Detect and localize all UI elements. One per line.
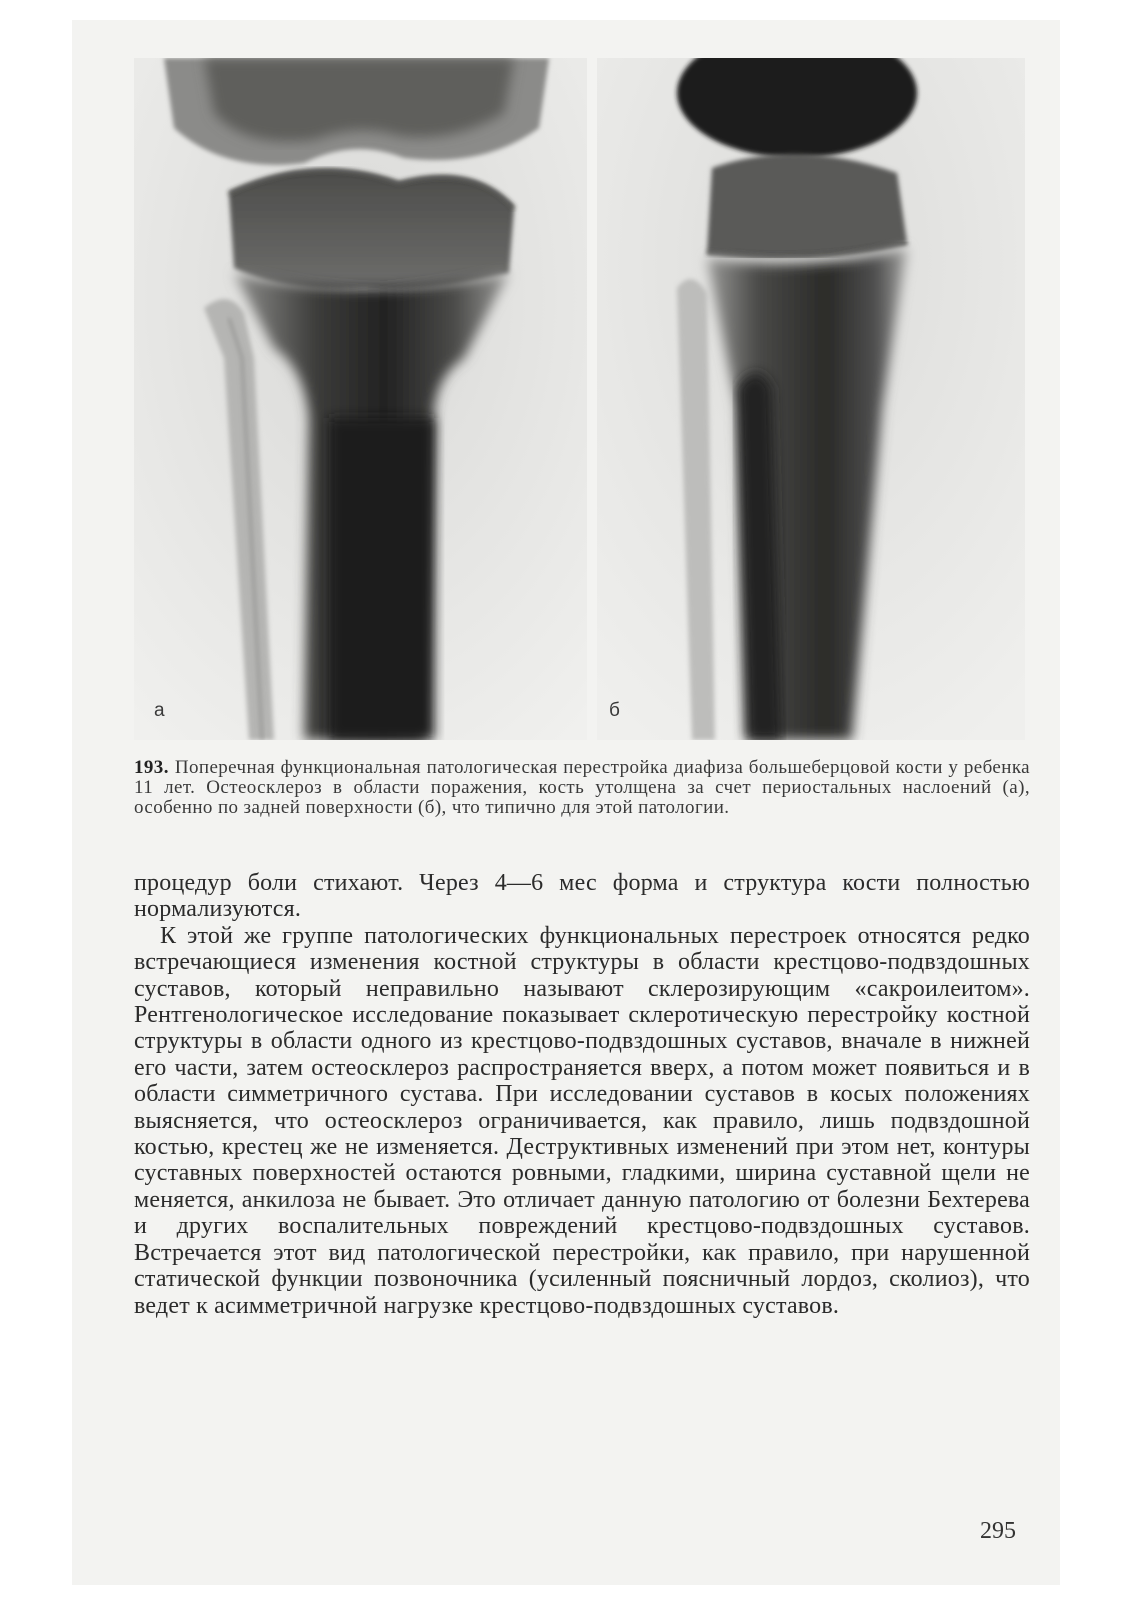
figure-caption-text: Поперечная функциональная патологическая перестройка диафиза большеберцовой кости у ребенка 11 лет. Остеосклероз в области поражения, кость утолщена за счет периостальных наслоений (а), особенно по задней поверхности (б), что типично для этой патологии. bbox=[134, 757, 1030, 818]
paragraph: К этой же группе патологических функциональных перестроек относятся редко встречающиеся изменения костной структуры в области крестцово-подвздошных суставов, который неправильно называют склерозирующим «сакроилеитом». Рентгенологическое исследование показывает склеротическую перестройку костной структуры в области одного из крестцово-подвздошных суставов, вначале в нижней его части, затем остеосклероз распространяется вверх, а потом может появиться и в области симметричного сустава. При исследовании суставов в косых положениях выясняется, что остеосклероз ограничивается, как правило, лишь подвздошной костью, крестец же не изменяется. Деструктивных изменений при этом нет, контуры суставных поверхностей остаются ровными, гладкими, ширина суставной щели не меняется, анкилоза не бывает. Это отличает данную патологию от болезни Бехтерева и других воспалительных повреждений крестцово-подвздошных суставов. Встречается этот вид патологической перестройки, как правило, при нарушенной статической функции позвоночника (усиленный поясничный лордоз, сколиоз), что ведет к асимметричной нагрузке крестцово-подвздошных суставов. bbox=[134, 922, 1030, 1319]
book-page bbox=[72, 20, 1060, 1585]
panel-label-a: а bbox=[154, 700, 165, 721]
figure-number: 193. bbox=[134, 757, 169, 778]
paragraph: процедур боли стихают. Через 4—6 мес форма и структура кости полностью нормализуются. bbox=[134, 870, 1030, 923]
panel-label-b: б bbox=[609, 700, 620, 721]
figure-caption bbox=[134, 758, 1030, 818]
xray-image-frontal bbox=[134, 58, 587, 740]
body-text bbox=[134, 870, 1030, 1319]
xray-image-lateral bbox=[597, 58, 1025, 740]
page-number: 295 bbox=[980, 1518, 1016, 1544]
xray-frontal-graphic bbox=[134, 58, 587, 740]
xray-lateral-graphic bbox=[597, 58, 1025, 740]
